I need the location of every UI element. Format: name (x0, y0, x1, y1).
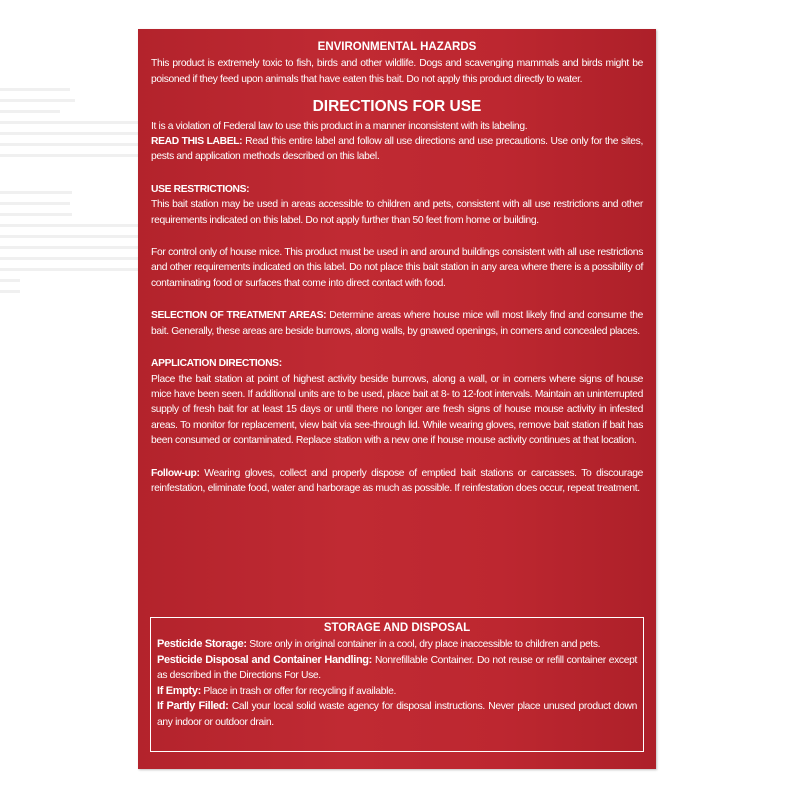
pesticide-disposal-heading: Pesticide Disposal and Container Handling: (157, 653, 372, 666)
use-restrictions-section (151, 182, 643, 291)
follow-up-paragraph (151, 466, 643, 497)
federal-law-statement: It is a violation of Federal law to use this product in a manner inconsistent with its labeling. (151, 120, 528, 132)
if-partly-filled-heading: If Partly Filled: (157, 700, 229, 713)
directions-for-use-heading: DIRECTIONS FOR USE (312, 98, 482, 116)
pesticide-disposal (157, 653, 637, 684)
application-directions-section (151, 356, 643, 448)
product-label-panel (138, 29, 656, 769)
application-directions-text: Place the bait station at point of highest activity beside burrows, along a wall, or in corners where signs of house mice have been seen. If additional units are to be used, place bait at 8- to 12-foot intervals. Maintain an uninterrupted supply of fresh bait for at least 15 days or until there no longer are fresh signs of house mouse activity in infested areas. To monitor for replacement, view bait via see-through lid. While wearing gloves, remove bait station if bait has been consumed or contaminated. Replace station with a new one if house mouse activity continues at that location. (151, 373, 643, 447)
use-restrictions-heading: USE RESTRICTIONS: (151, 183, 250, 195)
if-empty-heading: If Empty: (157, 684, 201, 697)
selection-of-treatment-areas (151, 308, 643, 339)
use-restrictions-para-1: This bait station may be used in areas accessible to children and pets, consistent with all use restrictions and other requirements indicated on this label. Do not apply further than 50 feet from home or building. (151, 199, 643, 226)
if-empty-text: Place in trash or offer for recycling if available. (200, 685, 396, 697)
storage-and-disposal-heading: STORAGE AND DISPOSAL (323, 622, 471, 634)
background-faint-text (0, 80, 140, 301)
environmental-hazards-heading: ENVIRONMENTAL HAZARDS (317, 41, 477, 53)
selection-heading: SELECTION OF TREATMENT AREAS: (151, 310, 327, 322)
follow-up-heading: Follow-up: (151, 467, 200, 479)
if-empty (157, 684, 637, 700)
use-restrictions-para-2: For control only of house mice. This product must be used in and around buildings consistent with all use restrictions and other requirements indicated on this label. Do not place this bait station in any area where there is a possibility of contaminating food or surfaces that come into direct contact with food. (151, 247, 643, 289)
pesticide-storage (157, 637, 637, 653)
if-partly-filled-text: Call your local solid waste agency for disposal instructions. Never place unused product down any indoor or outdoor drain. (157, 701, 638, 728)
read-this-label-heading: READ THIS LABEL: (151, 136, 243, 148)
if-partly-filled (157, 699, 637, 730)
environmental-hazards-text: This product is extremely toxic to fish, birds and other wildlife. Dogs and scavenging mammals and birds might be poisoned if they feed upon animals that have eaten this bait. Do not apply this product directly to water. (151, 58, 643, 85)
read-this-label-paragraph (151, 134, 643, 165)
follow-up-text: Wearing gloves, collect and properly dispose of emptied bait stations or carcasses. To discourage reinfestation, eliminate food, water and harborage as much as possible. If reinfestation does occur, repeat treatment. (151, 467, 643, 494)
pesticide-storage-text: Store only in original container in a cool, dry place inaccessible to children and pets. (246, 639, 601, 651)
read-this-label-text: Read this entire label and follow all use directions and use precautions. Use only for the sites, pests and application methods described on this label. (151, 136, 643, 163)
storage-and-disposal-box (150, 617, 644, 752)
pesticide-storage-heading: Pesticide Storage: (157, 638, 247, 651)
pesticide-disposal-text: Nonrefillable Container. Do not reuse or refill container except as described in the Directions For Use. (157, 654, 637, 682)
selection-text: Determine areas where house mice will most likely find and consume the bait. Generally, these areas are beside burrows, along walls, by gnawed openings, in corners and concealed places. (151, 310, 643, 337)
application-directions-heading: APPLICATION DIRECTIONS: (151, 358, 282, 370)
